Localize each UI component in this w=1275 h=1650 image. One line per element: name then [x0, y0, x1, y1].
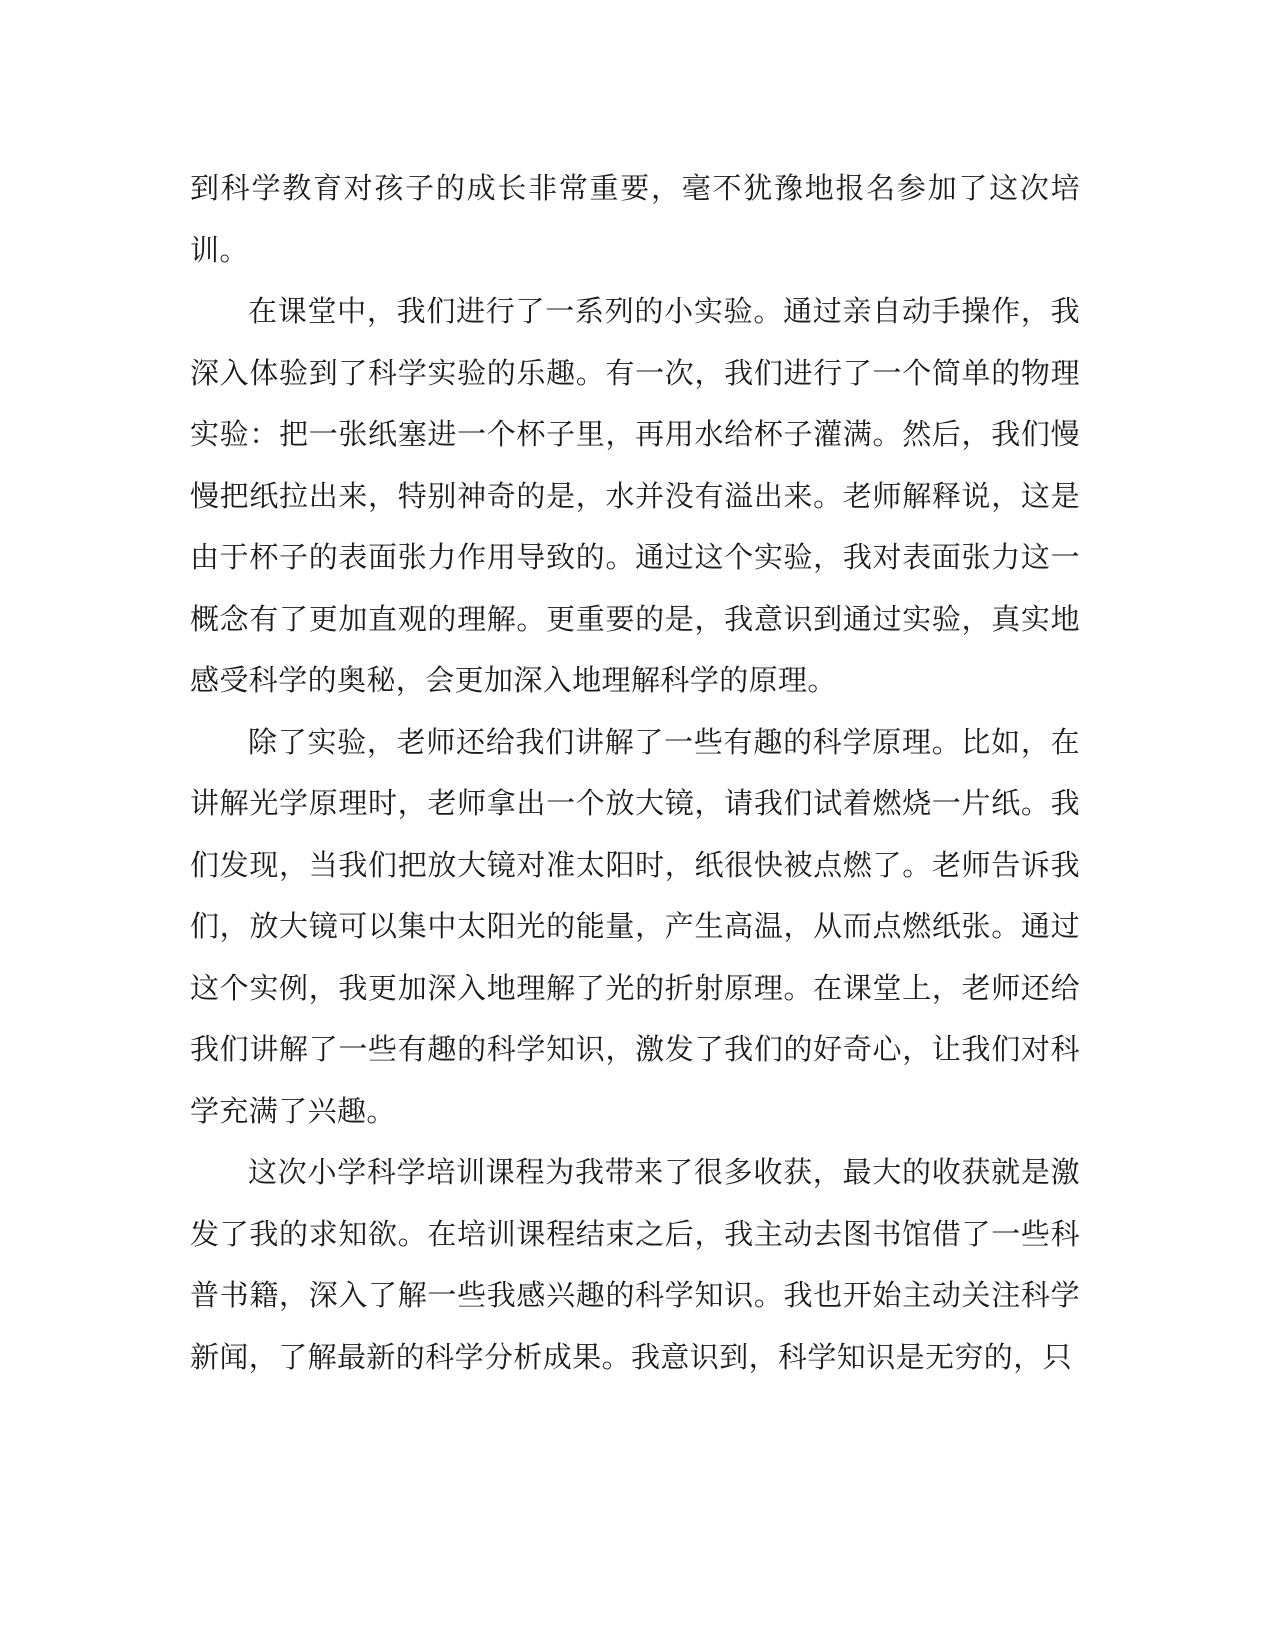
paragraph-2: 在课堂中，我们进行了一系列的小实验。通过亲自动手操作，我深入体验到了科学实验的乐趣。有一次，我们进行了一个简单的物理实验：把一张纸塞进一个杯子里，再用水给杯子灌满。然后，我们慢慢把纸拉出来，特别神奇的是，水并没有溢出来。老师解释说，这是由于杯子的表面张力作用导致的。通过这个实验，我对表面张力这一概念有了更加直观的理解。更重要的是，我意识到通过实验，真实地感受科学的奥秘，会更加深入地理解科学的原理。 [190, 294, 1080, 697]
document-body [190, 158, 1080, 1388]
paragraph-3: 除了实验，老师还给我们讲解了一些有趣的科学原理。比如，在讲解光学原理时，老师拿出一个放大镜，请我们试着燃烧一片纸。我们发现，当我们把放大镜对准太阳时，纸很快被点燃了。老师告诉我们，放大镜可以集中太阳光的能量，产生高温，从而点燃纸张。通过这个实例，我更加深入地理解了光的折射原理。在课堂上，老师还给我们讲解了一些有趣的科学知识，激发了我们的好奇心，让我们对科学充满了兴趣。 [190, 724, 1080, 1128]
paragraph-1: 到科学教育对孩子的成长非常重要，毫不犹豫地报名参加了这次培训。 [190, 171, 1080, 267]
paragraph-4: 这次小学科学培训课程为我带来了很多收获，最大的收获就是激发了我的求知欲。在培训课程结束之后，我主动去图书馆借了一些科普书籍，深入了解一些我感兴趣的科学知识。我也开始主动关注科学新闻，了解最新的科学分析成果。我意识到，科学知识是无穷的，只 [190, 1155, 1080, 1374]
